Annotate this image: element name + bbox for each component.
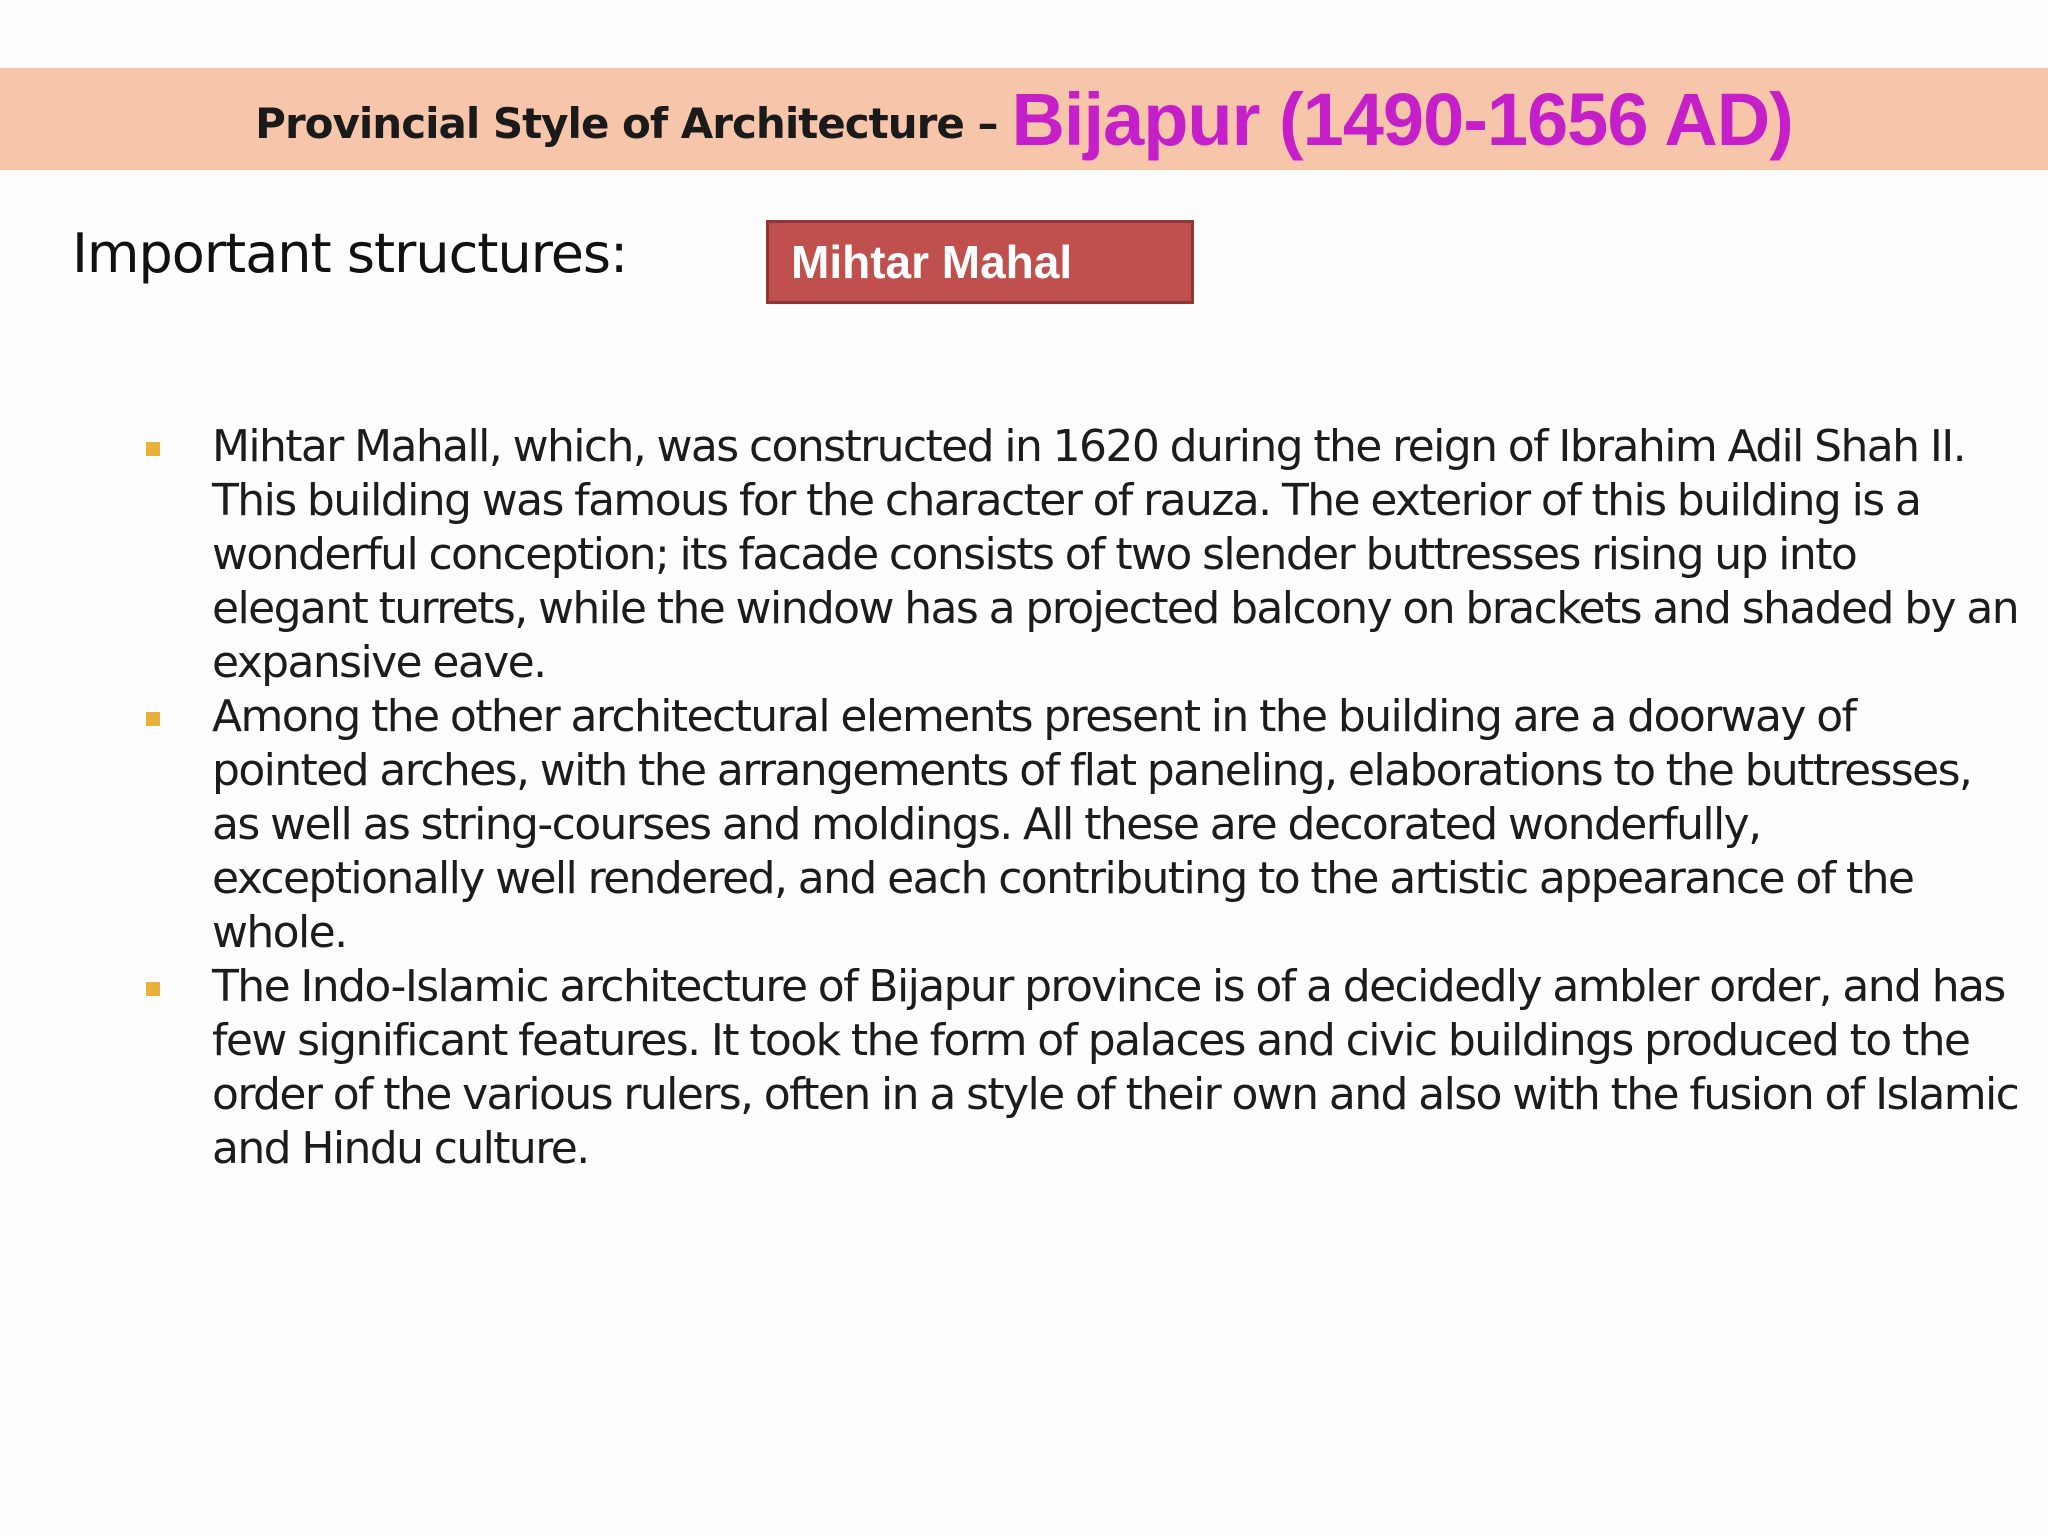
- bullet-square-icon: [146, 712, 160, 726]
- bullet-item: [140, 960, 2020, 1176]
- bullet-text: The Indo-Islamic architecture of Bijapur province is of a decidedly ambler order, and has few significant features. It took the form of palaces and civic buildings produced to the order of the various rulers, often in a style of their own and also with the fusion of Islamic and Hindu culture.: [212, 961, 2019, 1174]
- bullet-item: [140, 690, 2020, 960]
- bullet-square-icon: [146, 442, 160, 456]
- title-prefix: Provincial Style of Architecture –: [255, 98, 998, 148]
- bullet-text: Among the other architectural elements present in the building are a doorway of pointed arches, with the arrangements of flat paneling, elaborations to the buttresses, as well as string-courses and moldings. All these are decorated wonderfully, exceptionally well rendered, and each contributing to the artistic appearance of the whole.: [212, 691, 1972, 958]
- structure-tag: Mihtar Mahal: [766, 220, 1194, 304]
- bullet-list: [140, 420, 2020, 1176]
- bullet-item: [140, 420, 2020, 690]
- bullet-square-icon: [146, 982, 160, 996]
- title-main: Bijapur (1490-1656 AD): [1011, 77, 1793, 161]
- bullet-text: Mihtar Mahall, which, was constructed in 1620 during the reign of Ibrahim Adil Shah II. This building was famous for the character of rauza. The exterior of this building is a wonderful conception; its facade consists of two slender buttresses rising up into elegant turrets, while the window has a projected balcony on brackets and shaded by an expansive eave.: [212, 421, 2018, 688]
- subheading: Important structures:: [72, 222, 628, 285]
- slide-title: [0, 68, 2048, 170]
